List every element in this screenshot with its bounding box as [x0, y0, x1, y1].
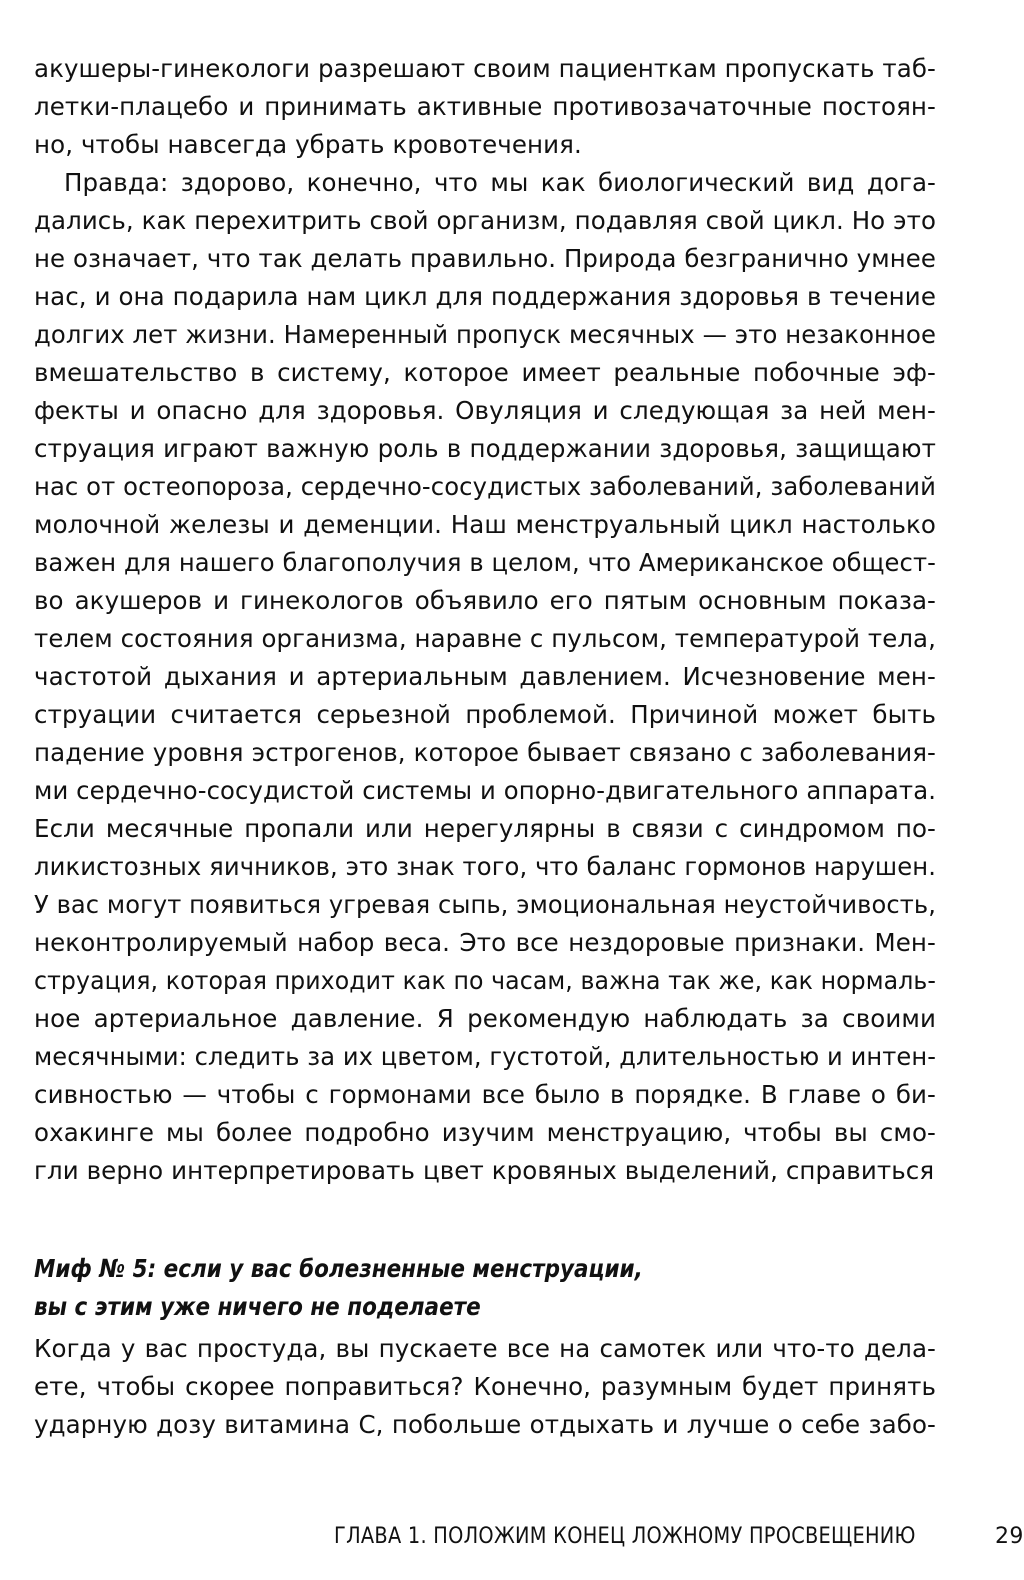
heading-line: вы с этим уже ничего не поделаете — [34, 1292, 481, 1321]
text-line: Когда у вас простуда, вы пускаете все на самотек или что-то дела- — [34, 1334, 936, 1363]
text-line: молочной железы и деменции. Наш менструальный цикл настолько — [34, 510, 936, 539]
text-line: дались, как перехитрить свой организм, подавляя свой цикл. Но это — [34, 206, 937, 235]
running-footer — [334, 1520, 1024, 1552]
text-line: Если месячные пропали или нерегулярны в связи с синдромом по- — [34, 814, 936, 843]
text-line: струация, которая приходит как по часам, важна так же, как нормаль- — [34, 966, 937, 995]
text-line: ете, чтобы скорее поправиться? Конечно, разумным будет принять — [34, 1372, 936, 1401]
text-line: гли верно интерпретировать цвет кровяных выделений, справиться — [34, 1156, 935, 1185]
text-line: Правда: здорово, конечно, что мы как биологический вид дога- — [64, 168, 936, 197]
text-line: долгих лет жизни. Намеренный пропуск месячных — это незаконное — [34, 320, 937, 349]
text-line: У вас могут появиться угревая сыпь, эмоциональная неустойчивость, — [34, 890, 936, 919]
text-line: падение уровня эстрогенов, которое бывает связано с заболевания- — [34, 738, 936, 767]
paragraph-3 — [34, 1330, 936, 1444]
text-line: частотой дыхания и артериальным давлением. Исчезновение мен- — [34, 662, 936, 691]
text-line: вмешательство в систему, которое имеет реальные побочные эф- — [34, 358, 936, 387]
text-line: телем состояния организма, наравне с пульсом, температурой тела, — [34, 624, 936, 653]
text-line: охакинге мы более подробно изучим менструацию, чтобы вы смо- — [34, 1118, 936, 1147]
text-line: неконтролируемый набор веса. Это все нездоровые признаки. Мен- — [34, 928, 936, 957]
text-line: не означает, что так делать правильно. Природа безгранично умнее — [34, 244, 936, 273]
paragraph-1 — [34, 50, 936, 164]
chapter-title: ГЛАВА 1. ПОЛОЖИМ КОНЕЦ ЛОЖНОМУ ПРОСВЕЩЕНИЮ — [334, 1523, 916, 1549]
text-line: фекты и опасно для здоровья. Овуляция и следующая за ней мен- — [34, 396, 936, 425]
text-line: ное артериальное давление. Я рекомендую наблюдать за своими — [34, 1004, 936, 1033]
text-line: летки-плацебо и принимать активные противозачаточные постоян- — [34, 92, 936, 121]
text-line: струации считается серьезной проблемой. Причиной может быть — [34, 700, 936, 729]
paragraph-2 — [34, 164, 936, 1190]
section-heading — [34, 1250, 810, 1326]
text-line: сивностью — чтобы с гормонами все было в порядке. В главе о би- — [34, 1080, 936, 1109]
text-line: нас, и она подарила нам цикл для поддержания здоровья в течение — [34, 282, 936, 311]
text-line: ми сердечно-сосудистой системы и опорно-двигательного аппарата. — [34, 776, 937, 805]
text-line: ликистозных яичников, это знак того, что баланс гормонов нарушен. — [34, 852, 937, 881]
text-line: нас от остеопороза, сердечно-сосудистых заболеваний, заболеваний — [34, 472, 937, 501]
text-line: во акушеров и гинекологов объявило его пятым основным показа- — [34, 586, 936, 615]
text-line: ударную дозу витамина С, побольше отдыхать и лучше о себе забо- — [34, 1410, 936, 1439]
page-number: 29 — [995, 1523, 1024, 1549]
text-line: струация играют важную роль в поддержании здоровья, защищают — [34, 434, 936, 463]
text-line: акушеры-гинекологи разрешают своим пациенткам пропускать таб- — [34, 54, 936, 83]
heading-line: Миф № 5: если у вас болезненные менструации, — [34, 1254, 643, 1283]
text-line: месячными: следить за их цветом, густотой, длительностью и интен- — [34, 1042, 937, 1071]
text-line: но, чтобы навсегда убрать кровотечения. — [34, 130, 582, 159]
text-line: важен для нашего благополучия в целом, что Американское общест- — [34, 548, 937, 577]
